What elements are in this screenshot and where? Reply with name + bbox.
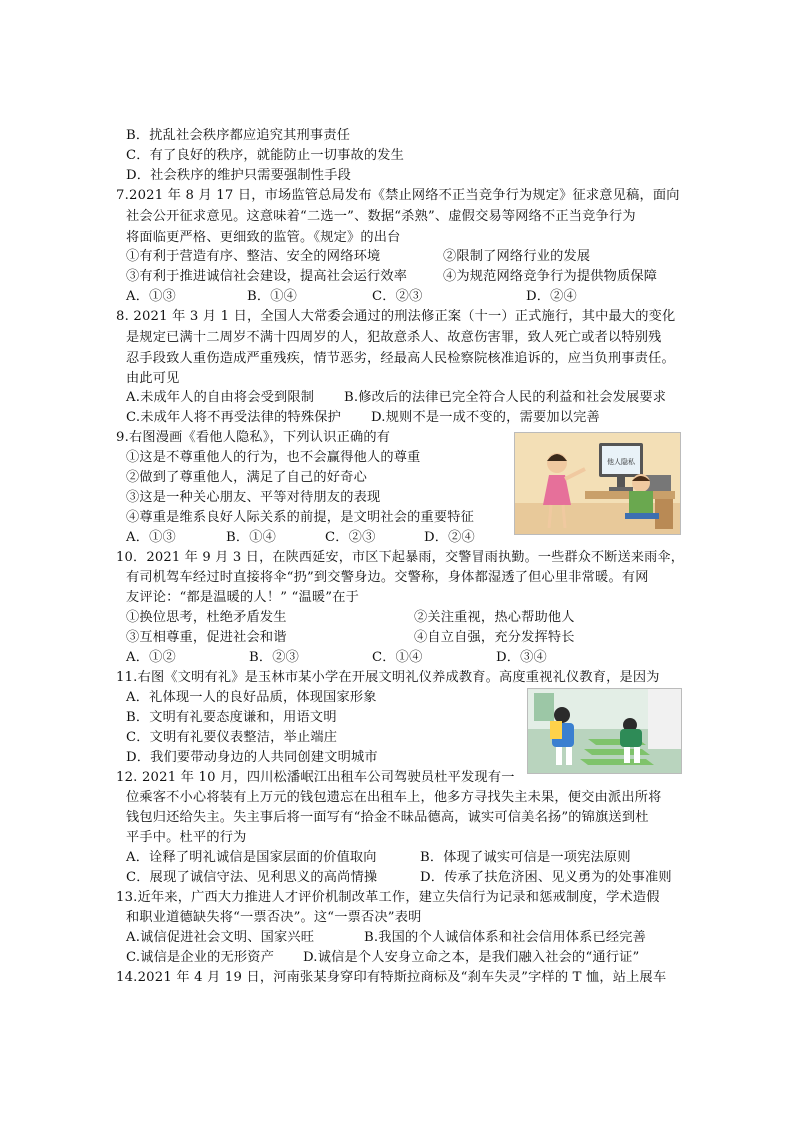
q14-stem-line-1: 14.2021 年 4 月 19 日，河南张某身穿印有特斯拉商标及“刹车失灵”字样的 T 恤，站上展车 [116, 970, 667, 985]
privacy-cartoon-drawing [515, 433, 680, 534]
q9-statement-3: ③这是一种关心朋友、平等对待朋友的表现 [126, 490, 381, 505]
q7-statement-1: ①有利于营造有序、整洁、安全的网络环境 [126, 249, 381, 264]
q13-option-a: A.诚信促进社会文明、国家兴旺 [126, 930, 315, 945]
q7-stem-line-1: 7.2021 年 8 月 17 日，市场监管总局发布《禁止网络不正当竞争行为规定》征求意见稿，面向 [116, 188, 680, 203]
q7-stem-line-3: 将面临更严格、更细致的监管。《规定》的出台 [126, 230, 401, 245]
q8-stem-line-1: 8. 2021 年 3 月 1 日，全国人大常委会通过的刑法修正案（十一）正式施行，其中最大的变化 [116, 309, 676, 324]
q11-option-c: C．文明有礼要仪表整洁，举止端庄 [126, 730, 338, 745]
q8-option-b: B.修改后的法律已完全符合人民的利益和社会发展要求 [344, 390, 667, 405]
q8-option-c: C.未成年人将不再受法律的特殊保护 [126, 410, 342, 425]
q12-stem-line-3: 钱包归还给失主。失主事后将一面写有“拾金不昧品德高，诚实可信美名扬”的锦旗送到杜 [126, 810, 649, 825]
civility-photo-image [527, 688, 682, 774]
q7-statement-2: ②限制了网络行业的发展 [443, 249, 591, 264]
q12-stem-line-2: 位乘客不小心将装有上万元的钱包遗忘在出租车上，他多方寻找失主未果，便交由派出所将 [126, 790, 662, 805]
q12-stem-line-1: 12. 2021 年 10 月，四川松潘岷江出租车公司驾驶员杜平发现有一 [116, 770, 515, 785]
q8-option-a: A.未成年人的自由将会受到限制 [126, 390, 315, 405]
q11-option-b: B．文明有礼要态度谦和，用语文明 [126, 710, 337, 725]
q12-option-b: B．体现了诚实可信是一项宪法原则 [420, 850, 631, 865]
q8-stem-line-3: 忍手段致人重伤造成严重残疾，情节恶劣，经最高人民检察院核准追诉的，应当负刑事责任。 [126, 351, 675, 366]
q10-stem-line-1: 10．2021 年 9 月 3 日，在陕西延安，市区下起暴雨，交警冒雨执勤。一些群众不断送来雨伞， [116, 550, 684, 565]
q12-option-d: D．传承了扶危济困、见义勇为的处事准则 [420, 870, 672, 885]
q10-stem-line-3: 友评论：“都是温暖的人！” “温暖”在于 [126, 590, 359, 605]
q10-option-b: B．②③ [249, 650, 300, 665]
q7-option-b: B．①④ [247, 289, 298, 304]
q10-statement-1: ①换位思考，杜绝矛盾发生 [126, 610, 287, 625]
q9-statement-2: ②做到了尊重他人，满足了自己的好奇心 [126, 470, 367, 485]
q11-option-d: D．我们要带动身边的人共同创建文明城市 [126, 750, 378, 765]
privacy-cartoon-image [514, 432, 681, 535]
q7-option-a: A．①③ [126, 289, 176, 304]
q9-statement-1: ①这是不尊重他人的行为，也不会赢得他人的尊重 [126, 450, 421, 465]
q10-statement-4: ④自立自强，充分发挥特长 [414, 630, 575, 645]
q9-option-c: C．②③ [325, 530, 376, 545]
q12-option-a: A．诠释了明礼诚信是国家层面的价值取向 [126, 850, 377, 865]
q6-option-c: C．有了良好的秩序，就能防止一切事故的发生 [126, 148, 405, 163]
q8-option-d: D.规则不是一成不变的，需要加以完善 [371, 410, 600, 425]
q9-stem: 9.右图漫画《看他人隐私》，下列认识正确的有 [116, 430, 391, 445]
q13-option-b: B.我国的个人诚信体系和社会信用体系已经完善 [364, 930, 647, 945]
q12-option-c: C．展现了诚信守法、见利思义的高尚情操 [126, 870, 378, 885]
q7-option-c: C．②③ [372, 289, 423, 304]
civility-photo-drawing [528, 689, 681, 773]
q10-option-c: C．①④ [372, 650, 423, 665]
q7-statement-3: ③有利于推进诚信社会建设，提高社会运行效率 [126, 269, 408, 284]
q9-statement-4: ④尊重是维系良好人际关系的前提，是文明社会的重要特征 [126, 510, 475, 525]
q13-stem-line-1: 13.近年来，广西大力推进人才评价机制改革工作，建立失信行为记录和惩戒制度，学术造假 [116, 890, 660, 905]
q13-option-d: D.诚信是个人安身立命之本，是我们融入社会的“通行证” [303, 950, 640, 965]
q7-option-d: D．②④ [526, 289, 577, 304]
q11-option-a: A．礼体现一人的良好品质，体现国家形象 [126, 690, 377, 705]
q10-option-d: D．③④ [496, 650, 547, 665]
q7-statement-4: ④为规范网络竞争行为提供物质保障 [443, 269, 658, 284]
monitor-screen-text: 他人隐私 [607, 458, 635, 466]
q9-option-d: D．②④ [424, 530, 475, 545]
q10-stem-line-2: 有司机驾车经过时直接将伞“扔”到交警身边。交警称，身体都湿透了但心里非常暖。有网 [126, 570, 649, 585]
q13-option-c: C.诚信是企业的无形资产 [126, 950, 275, 965]
q12-stem-line-4: 平手中。杜平的行为 [126, 830, 247, 845]
q9-option-a: A．①③ [126, 530, 176, 545]
q9-option-b: B．①④ [226, 530, 277, 545]
q8-stem-line-4: 由此可见 [126, 371, 180, 386]
q10-option-a: A．①② [126, 650, 176, 665]
q11-stem: 11.右图《文明有礼》是玉林市某小学在开展文明礼仪养成教育。高度重视礼仪教育，是因为 [116, 670, 660, 685]
q10-statement-3: ③互相尊重，促进社会和谐 [126, 630, 287, 645]
q6-option-b: B．扰乱社会秩序都应追究其刑事责任 [126, 128, 351, 143]
q7-stem-line-2: 社会公开征求意见。这意味着“二选一”、数据“杀熟”、虚假交易等网络不正当竞争行为 [126, 209, 636, 224]
q13-stem-line-2: 和职业道德缺失将“一票否决”。这“一票否决”表明 [126, 910, 422, 925]
q8-stem-line-2: 是规定已满十二周岁不满十四周岁的人，犯故意杀人、故意伤害罪，致人死亡或者以特别残 [126, 330, 662, 345]
q10-statement-2: ②关注重视，热心帮助他人 [414, 610, 575, 625]
q6-option-d: D．社会秩序的维护只需要强制性手段 [126, 168, 351, 183]
